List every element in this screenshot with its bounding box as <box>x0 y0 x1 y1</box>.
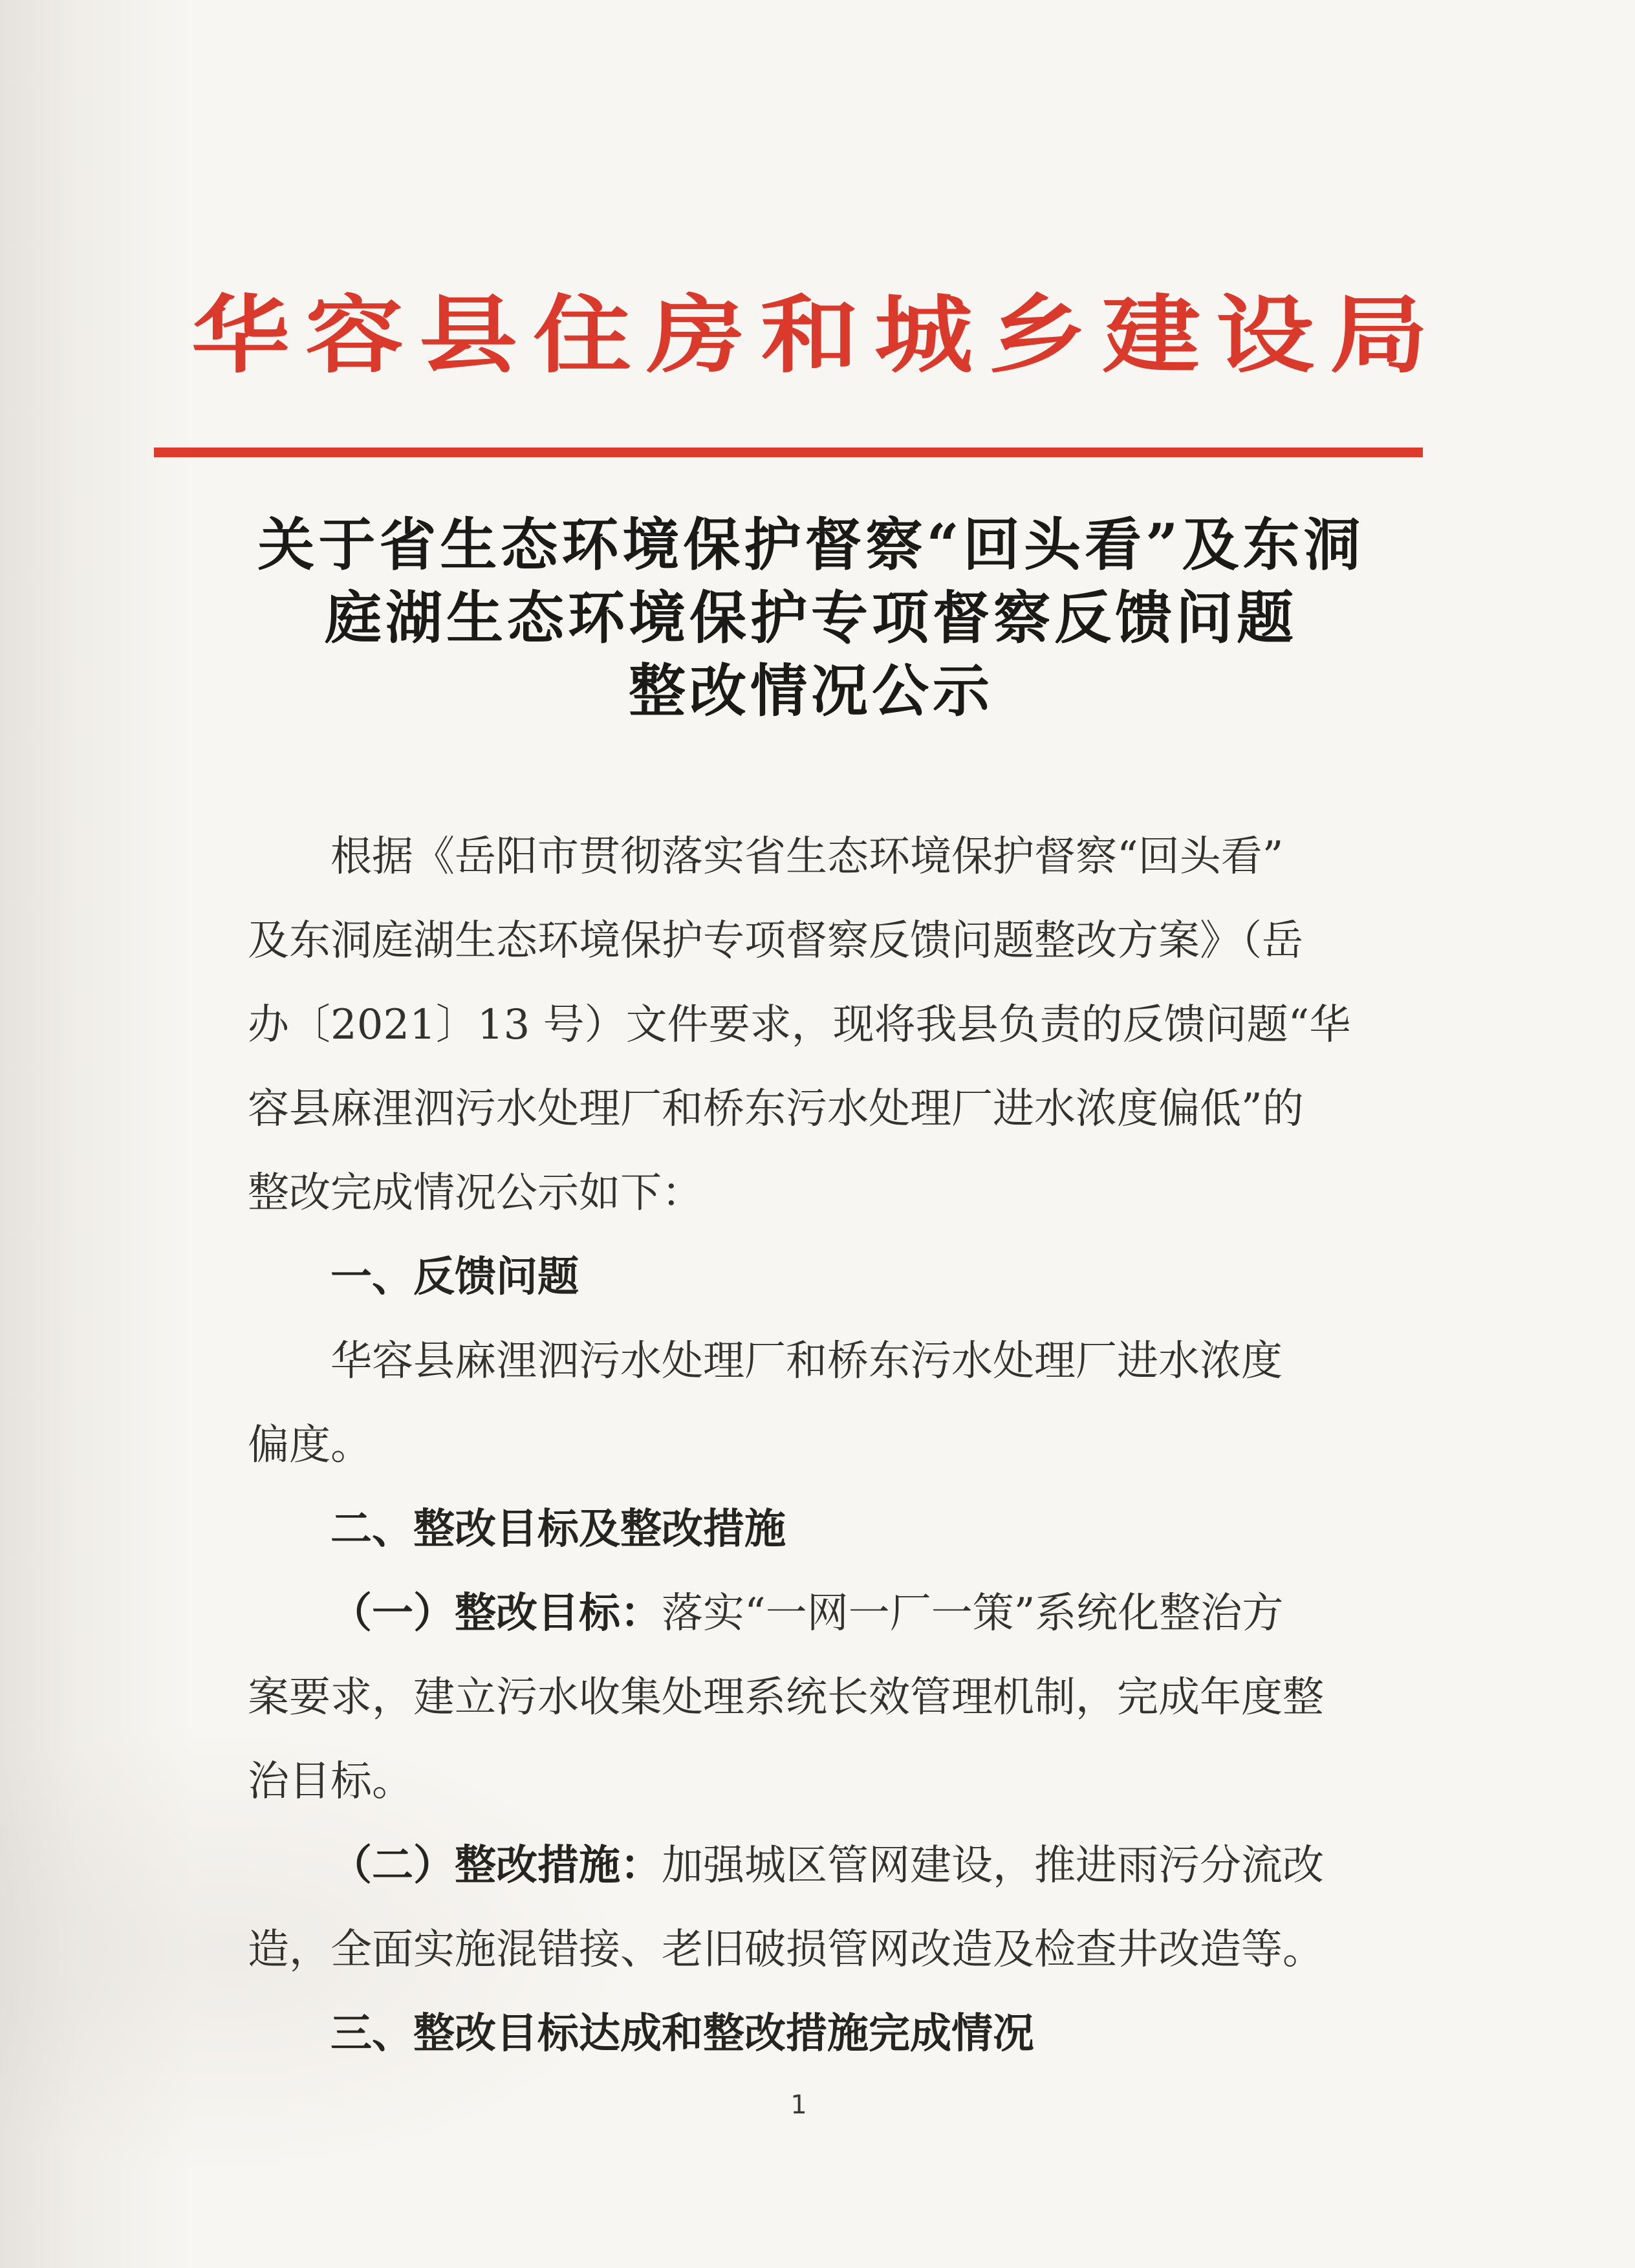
body-line: 整改完成情况公示如下： <box>248 1169 703 1217</box>
body-line: 容县麻浬泗污水处理厂和桥东污水处理厂进水浓度偏低”的 <box>248 1085 1304 1133</box>
subsection-label: （一）整改目标： <box>330 1590 662 1637</box>
body-line-text: 加强城区管网建设，推进雨污分流改 <box>662 1842 1324 1890</box>
document-body <box>248 815 1351 2076</box>
document-title-line: 庭湖生态环境保护专项督察反馈问题 <box>324 584 1297 651</box>
body-line <box>248 1571 1334 1656</box>
body-line: 办〔2021〕13 号）文件要求，现将我县负责的反馈问题“华 <box>248 1001 1351 1049</box>
section-heading-1: 一、反馈问题 <box>330 1253 579 1301</box>
subsection-label: （二）整改措施： <box>330 1842 662 1890</box>
body-line: 及东洞庭湖生态环境保护专项督察反馈问题整改方案》（岳 <box>248 917 1303 965</box>
body-line <box>248 1824 1334 1908</box>
body-line: 华容县麻浬泗污水处理厂和桥东污水处理厂进水浓度 <box>330 1337 1283 1385</box>
red-divider-rule <box>154 448 1423 457</box>
body-line: 治目标。 <box>248 1758 413 1806</box>
body-line: 根据《岳阳市贯彻落实省生态环境保护督察“回头看” <box>330 833 1284 881</box>
letterhead-agency-title: 华容县住房和城乡建设局 <box>191 285 1444 385</box>
document-title <box>164 508 1458 728</box>
document-title-line: 整改情况公示 <box>628 657 993 724</box>
section-heading-2: 二、整改目标及整改措施 <box>330 1506 786 1553</box>
body-line-text: 落实“一网一厂一策”系统化整治方 <box>662 1590 1284 1637</box>
section-heading-3: 三、整改目标达成和整改措施完成情况 <box>330 2010 1034 2058</box>
document-title-line: 关于省生态环境保护督察“回头看”及东洞 <box>257 511 1365 578</box>
body-line: 造，全面实施混错接、老旧破损管网改造及检查井改造等。 <box>248 1926 1324 1974</box>
body-line: 偏度。 <box>248 1421 372 1469</box>
body-line: 案要求，建立污水收集处理系统长效管理机制，完成年度整 <box>248 1674 1324 1722</box>
page-number: 1 <box>790 2090 807 2120</box>
